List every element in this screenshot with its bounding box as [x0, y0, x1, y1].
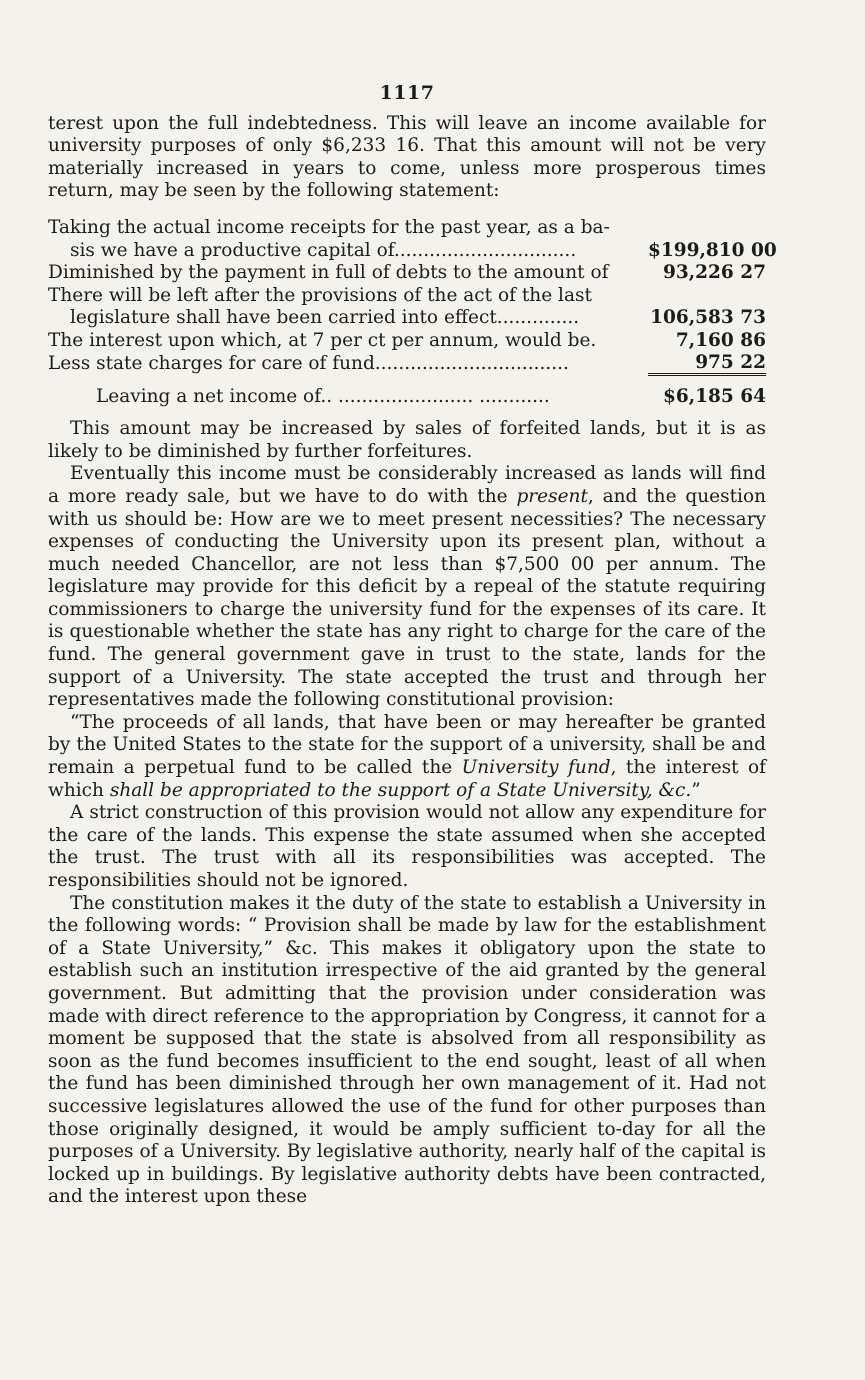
paragraph-forfeitures: This amount may be increased by sales of forfeited lands, but it is as likely to be diminished by further forfeitures. — [48, 418, 766, 462]
statement-amount: 106,583 73 — [650, 307, 766, 329]
paragraph-strict-construction: A strict construction of this provision would not allow any expenditure for the care of the lands. This expense the state assumed when she accepted the trust. The trust with all its responsibilities was accepted. The responsibilities should not be ignored. — [48, 802, 766, 891]
statement-row — [48, 330, 766, 353]
statement-row — [48, 307, 766, 330]
statement-desc: sis we have a productive capital of............................... — [70, 239, 577, 261]
constitutional-quote: “The proceeds of all lands, that have been or may hereafter be granted by the United States to the state for the support of a university, shall be and remain a perpetual fund to be called the University fund, the interest of which shall be appropriated to the support of a State University, &c.” — [48, 711, 766, 801]
document-page — [48, 82, 777, 1209]
statement-desc: There will be left after the provisions of the act of the last — [48, 284, 592, 306]
statement-total-amount: $6,185 64 — [663, 385, 766, 407]
intro-paragraph: terest upon the full indebtedness. This will leave an income available for university purposes of only $6,233 16. That this amount will not be very materially increased in years to come, unless more prosperous times return, may be seen by the following statement: — [48, 112, 766, 202]
statement-row — [48, 262, 766, 285]
financial-statement — [48, 216, 777, 408]
statement-desc: Taking the actual income receipts for the past year, as a ba- — [48, 216, 610, 238]
statement-desc: The interest upon which, at 7 per ct per annum, would be. — [48, 329, 597, 351]
statement-amount: 93,226 27 — [663, 262, 766, 284]
statement-desc: Less state charges for care of fund................................. — [48, 352, 569, 374]
statement-desc: Diminished by the payment in full of debts to the amount of — [48, 262, 609, 284]
statement-amount: 975 22 — [648, 353, 766, 376]
statement-row — [48, 239, 777, 263]
page-number: 1117 — [379, 82, 435, 104]
statement-row — [48, 217, 766, 240]
statement-total-desc: Leaving a net income of.. ....................... ............ — [96, 385, 550, 407]
statement-total-row — [48, 386, 766, 409]
statement-row — [48, 285, 766, 308]
statement-row — [48, 353, 766, 376]
statement-amount: 7,160 86 — [675, 329, 766, 351]
paragraph-necessities: Eventually this income must be considerably increased as lands will find a more ready sale, but we have to do with the present, and the question with us should be: How are we to meet present necessities? The necessary expenses of conducting the University upon its present plan, without a much needed Chancellor, are not less than $7,500 00 per annum. The legislature may provide for this deficit by a repeal of the statute requiring commissioners to charge the university fund for the expenses of its care. It is questionable whether the state has any right to charge for the care of the fund. The general government gave in trust to the state, lands for the support of a University. The state accepted the trust and through her representatives made the following constitutional provision: — [48, 463, 766, 711]
paragraph-constitution-duty: The constitution makes it the duty of the state to establish a University in the following words: “ Provision shall be made by law for the establishment of a State University,” &c. This makes it obligatory upon the state to establish such an institution irrespective of the aid granted by the general government. But admitting that the provision under consideration was made with direct reference to the appropriation by Congress, it cannot for a moment be supposed that the state is absolved from all responsibility as soon as the fund becomes insufficient to the end sought, least of all when the fund has been diminished through her own management of it. Had not successive legislatures allowed the use of the fund for other purposes than those originally designed, it would be amply sufficient to-day for all the purposes of a University. By legislative authority, nearly half of the capital is locked up in buildings. By legislative authority debts have been contracted, and the interest upon these — [48, 892, 766, 1208]
statement-amount: $199,810 00 — [648, 239, 777, 261]
statement-desc: legislature shall have been carried into effect.............. — [70, 307, 580, 329]
